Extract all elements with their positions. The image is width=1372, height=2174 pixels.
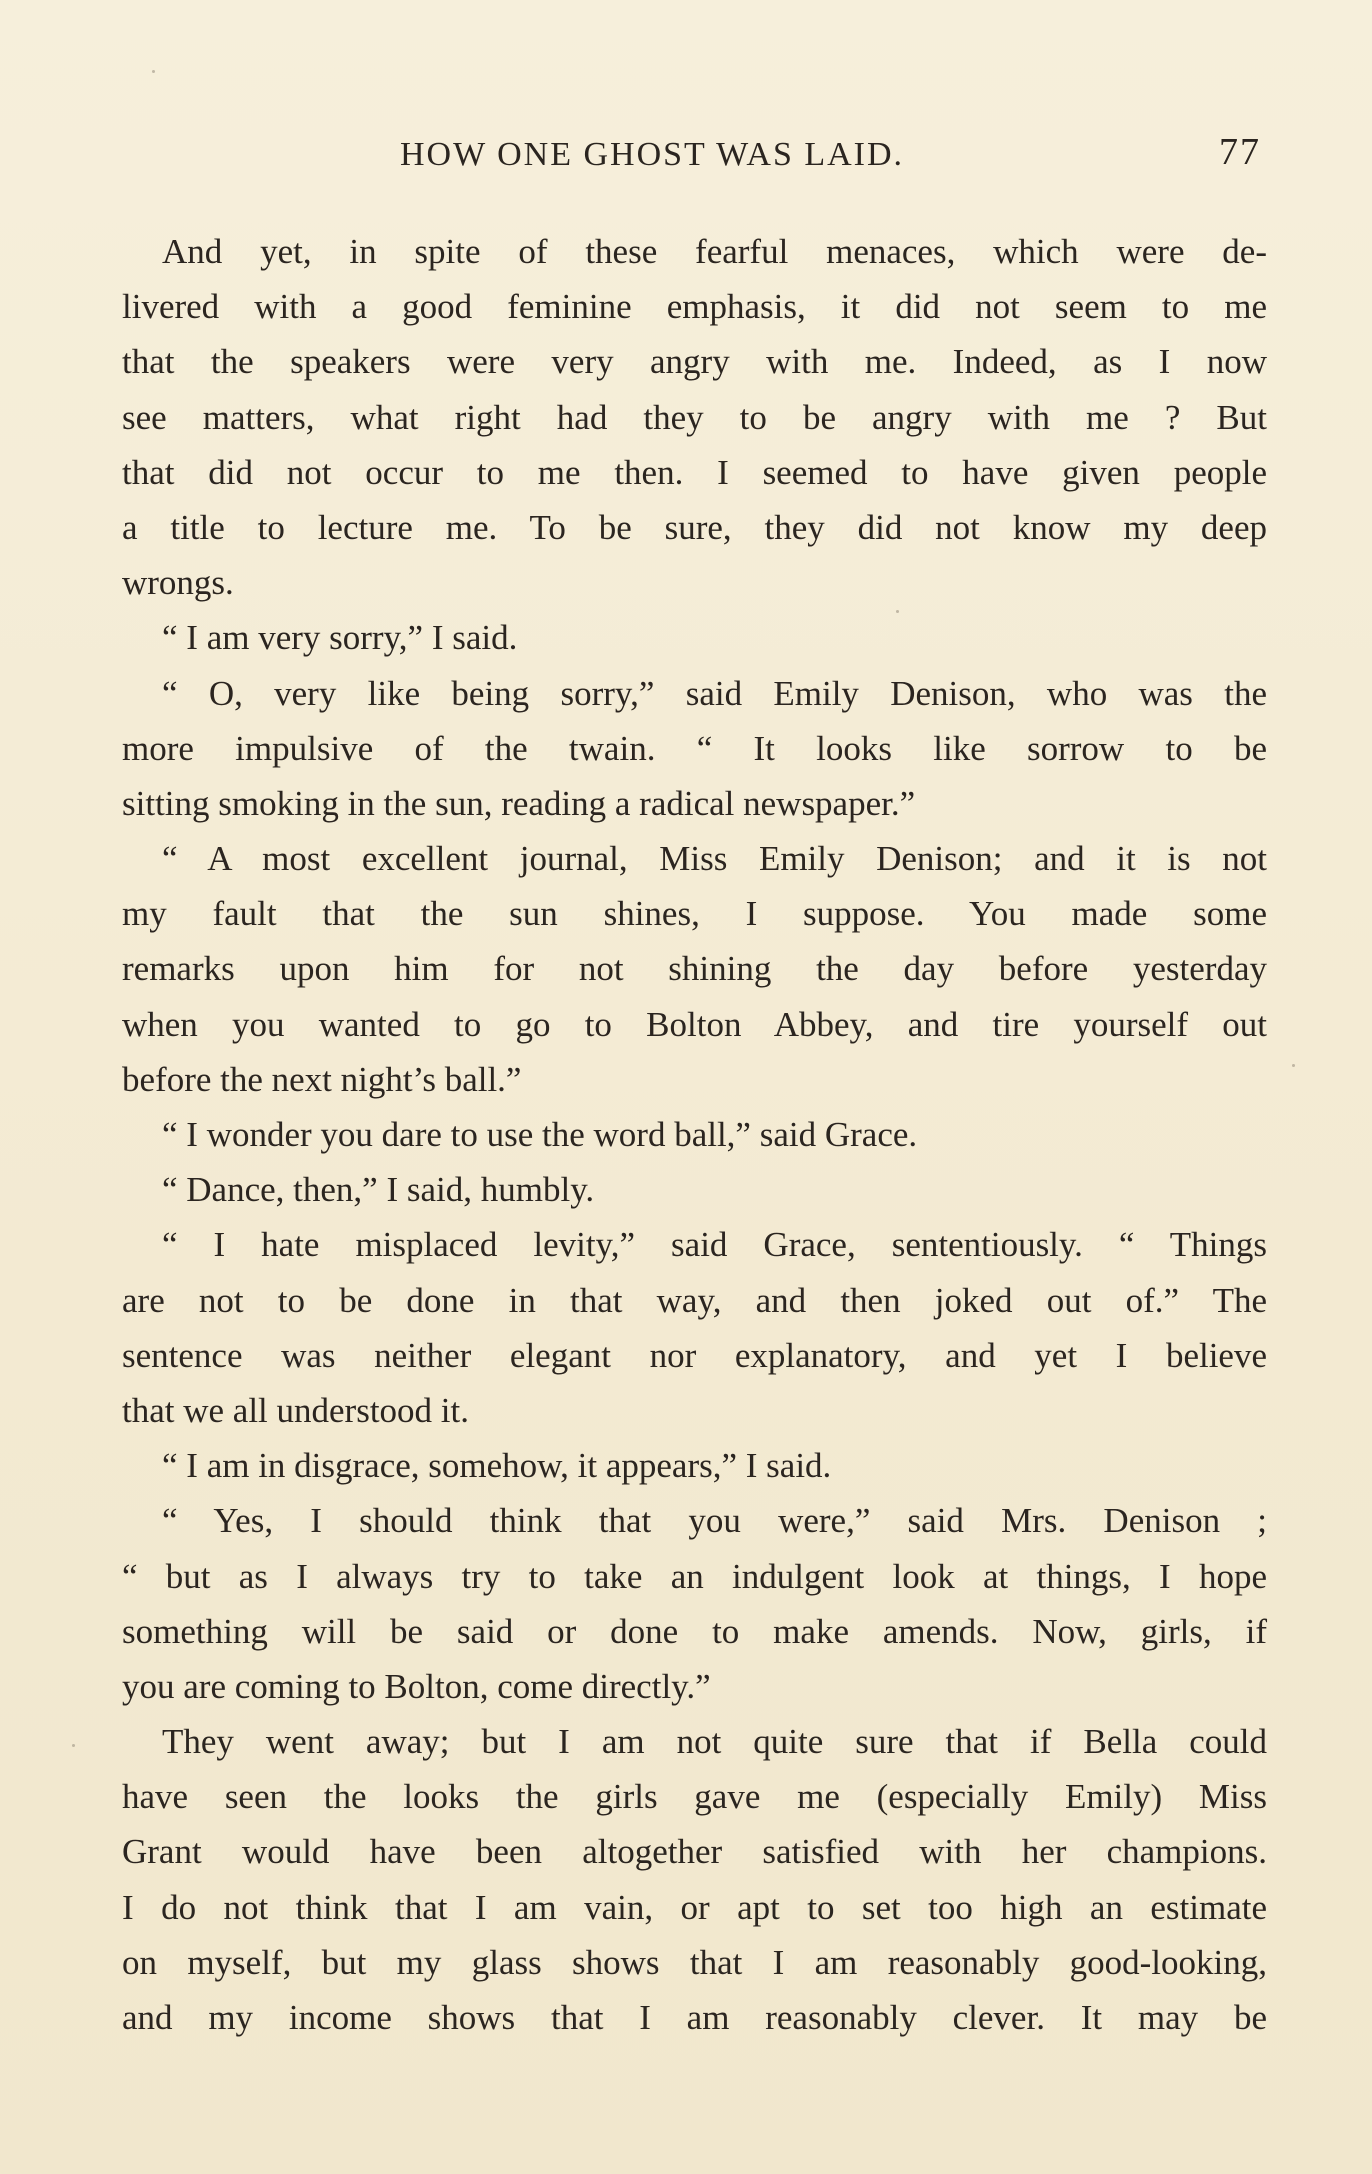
text-line: on myself, but my glass shows that I am reasonably good-looking, [122, 1942, 1267, 1982]
paper-speck [72, 1744, 75, 1747]
text-line: and my income shows that I am reasonably clever. It may be [122, 1998, 1267, 2037]
text-line: “ Dance, then,” I said, humbly. [162, 1170, 595, 1210]
text-line: “ Yes, I should think that you were,” said Mrs. Denison ; [162, 1501, 1267, 1541]
text-line: Grant would have been altogether satisfied with her champions. [122, 1832, 1267, 1872]
running-title: HOW ONE GHOST WAS LAID. [400, 136, 905, 173]
text-line: “ I hate misplaced levity,” said Grace, sententiously. “ Things [162, 1225, 1267, 1265]
text-line: that we all understood it. [122, 1390, 470, 1430]
paper-speck [1292, 1064, 1295, 1067]
text-line: sentence was neither elegant nor explanatory, and yet I believe [122, 1335, 1267, 1375]
text-line: see matters, what right had they to be angry with me ? But [122, 397, 1267, 437]
text-line: have seen the looks the girls gave me (especially Emily) Miss [122, 1777, 1267, 1817]
paper-speck [152, 70, 155, 73]
text-line: “ A most excellent journal, Miss Emily Denison; and it is not [162, 839, 1267, 879]
text-line: more impulsive of the twain. “ It looks like sorrow to be [122, 728, 1267, 768]
text-line: something will be said or done to make amends. Now, girls, if [122, 1611, 1267, 1651]
text-line: “ but as I always try to take an indulgent look at things, I hope [122, 1556, 1267, 1596]
text-line: “ I am very sorry,” I said. [162, 618, 518, 658]
text-line: “ I am in disgrace, somehow, it appears,” I said. [162, 1446, 832, 1486]
text-line: you are coming to Bolton, come directly.” [122, 1666, 711, 1706]
body-text [122, 224, 1267, 2045]
text-line: a title to lecture me. To be sure, they did not know my deep [122, 507, 1267, 547]
text-line: remarks upon him for not shining the day before yesterday [122, 949, 1267, 989]
text-line: “ O, very like being sorry,” said Emily Denison, who was the [162, 673, 1267, 713]
text-line: my fault that the sun shines, I suppose. You made some [122, 894, 1267, 934]
running-head [120, 130, 1265, 180]
text-line: sitting smoking in the sun, reading a radical newspaper.” [122, 783, 916, 823]
text-line: They went away; but I am not quite sure that if Bella could [162, 1722, 1267, 1762]
text-line: “ I wonder you dare to use the word ball,” said Grace. [162, 1115, 918, 1154]
paper-speck [896, 610, 899, 613]
text-line: when you wanted to go to Bolton Abbey, and tire yourself out [122, 1004, 1267, 1044]
text-line: And yet, in spite of these fearful menaces, which were de- [162, 232, 1267, 271]
text-line: wrongs. [122, 563, 234, 603]
text-line: before the next night’s ball.” [122, 1059, 522, 1099]
text-line: that the speakers were very angry with me. Indeed, as I now [122, 342, 1267, 382]
text-line: I do not think that I am vain, or apt to set too high an estimate [122, 1887, 1267, 1927]
text-line: that did not occur to me then. I seemed to have given people [122, 452, 1267, 492]
page-number: 77 [1219, 131, 1261, 173]
text-line: livered with a good feminine emphasis, it did not seem to me [122, 287, 1267, 327]
text-line: are not to be done in that way, and then joked out of.” The [122, 1280, 1267, 1320]
